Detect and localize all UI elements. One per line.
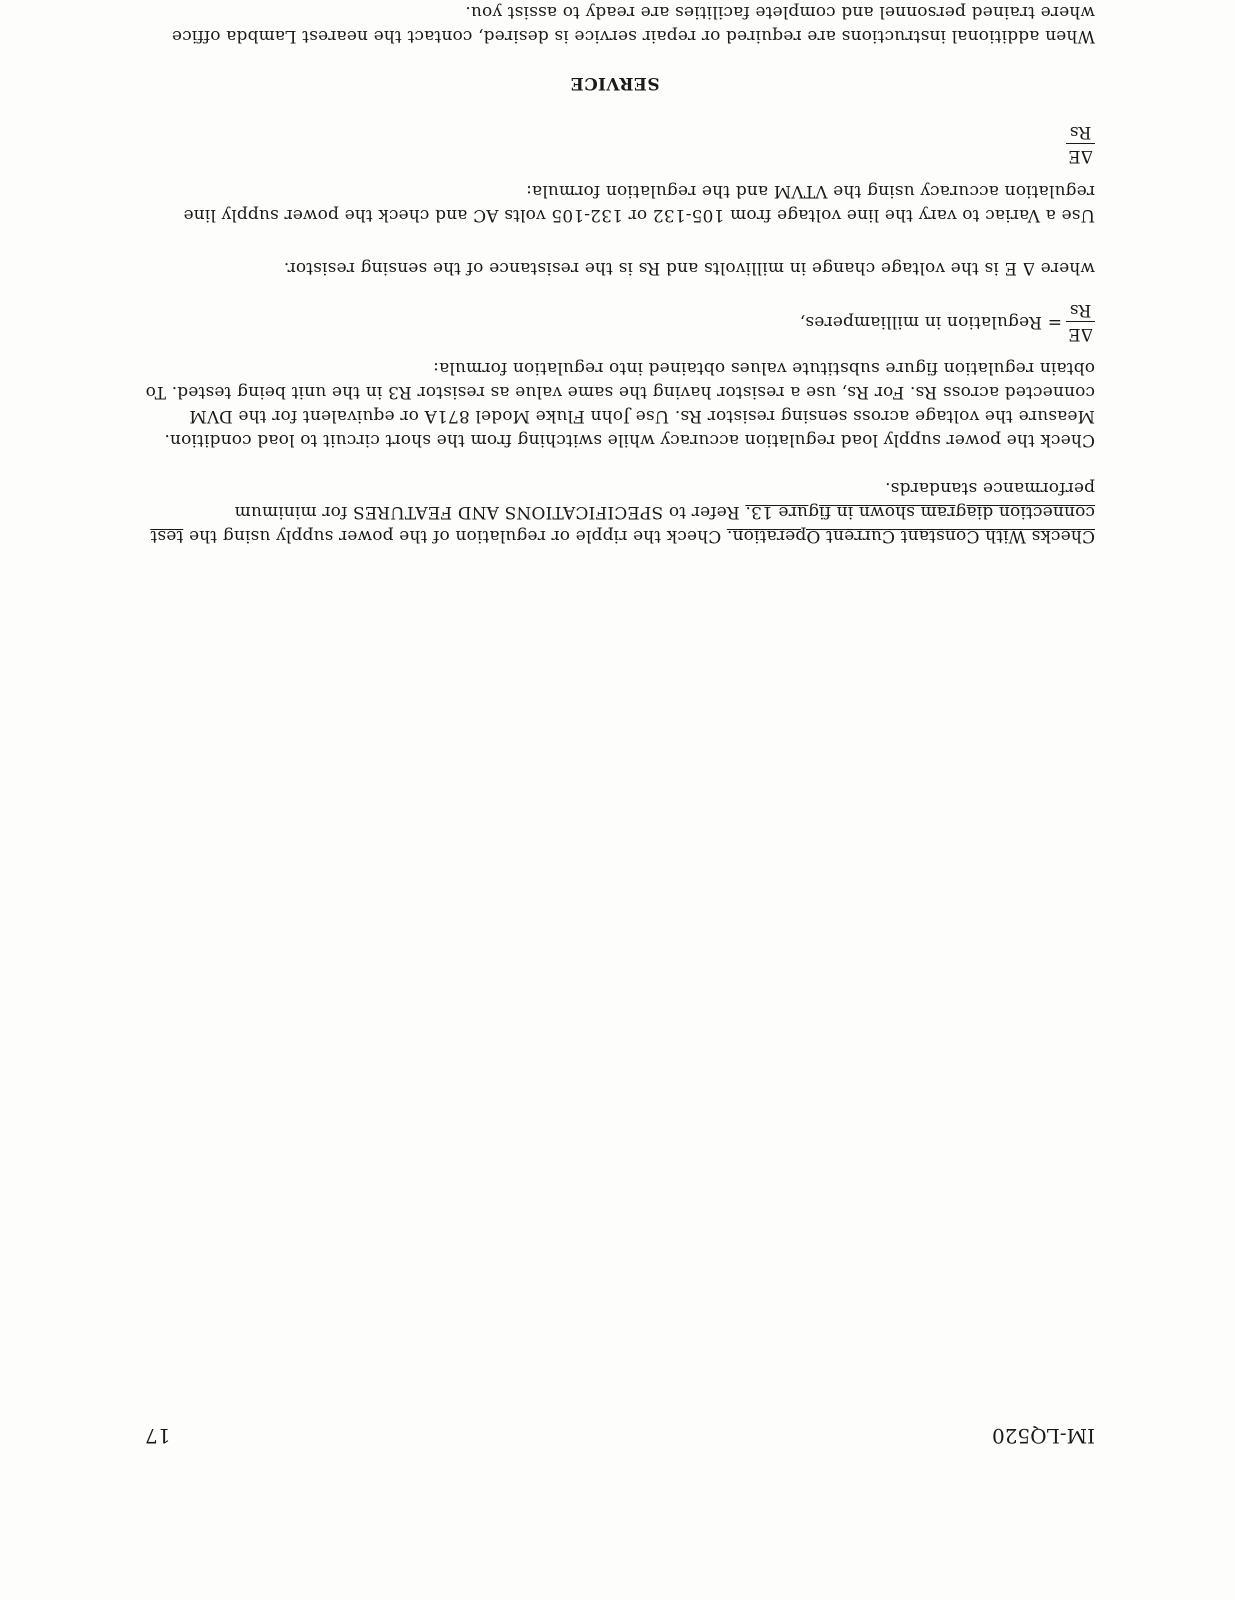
fraction-denominator: Rs [1069,122,1092,143]
line-regulation-formula [135,119,1095,169]
service-paragraph: When additional instructions are required or repair service is desired, contact the nearest Lambda office where trained personnel and complete facilities are ready to assist you. [171,2,1095,46]
checks-cc-text-b: Refer to SPECIFICATIONS AND FEATURES for minimum performance standards. [234,478,1095,522]
regulation-fraction [1066,122,1095,167]
where-definition: where Δ E is the voltage change in millivolts and Rs is the resistance of the sensing resistor. [283,258,1095,278]
fraction-numerator: ΔE [1066,144,1095,167]
regulation-fraction [1066,300,1095,345]
figure-13-reference: test connection diagram shown in figure 13. [150,502,1095,546]
page-number: 17 [145,1424,171,1448]
checks-constant-current-paragraph [135,476,1095,548]
load-regulation-paragraph: Check the power supply load regulation accuracy while switching from the short circuit to load condition. Measure the voltage across sensing resistor Rs. Use John Fluke Model 871A or equivalent for the DVM connected across Rs. For Rs, use a resistor having the same value as resistor R3 in the unit being tested. To obtain regulation figure substitute values obtained into regulation formula: [145,358,1095,450]
page-header [145,1418,1095,1448]
fraction-numerator: ΔE [1066,322,1095,345]
line-regulation-paragraph: Use a Variac to vary the line voltage from 105-132 or 132-105 volts AC and check the power supply line regulation accuracy using the VTVM and the regulation formula: [183,181,1095,225]
fraction-denominator: Rs [1069,300,1092,321]
service-heading: SERVICE [570,73,660,93]
checks-cc-text-a: Check the ripple or regulation of the power supply using the [183,526,727,546]
model-number: IM-LQ520 [992,1424,1095,1448]
formula-label: = Regulation in milliamperes, [799,312,1062,332]
load-regulation-formula [135,297,1095,347]
page-body [135,0,1095,548]
checks-cc-title: Checks With Constant Current Operation. [726,526,1095,546]
